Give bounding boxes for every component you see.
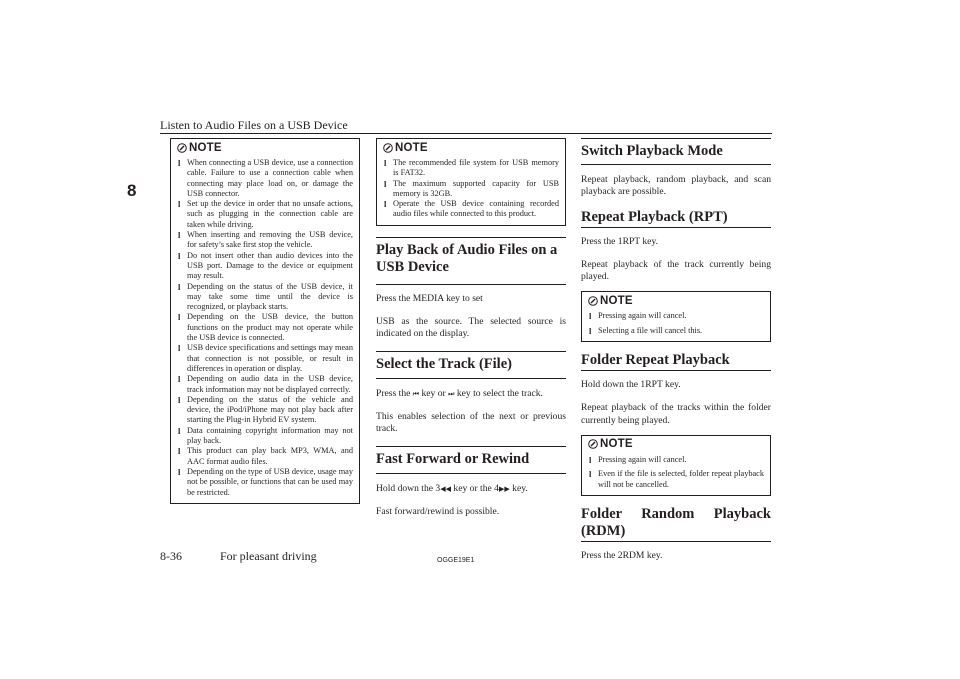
note-pencil-icon [177,143,187,153]
running-header: Listen to Audio Files on a USB Device [160,118,348,132]
note-item: l Operate the USB device containing recorded audio files while connected to this product. [384,199,559,219]
note-label: NOTE [395,141,428,154]
note-header [588,436,764,453]
rewind-icon: ◀◀ [440,484,452,493]
body-text: Repeat playback, random playback, and scan playback are possible. [581,174,771,198]
column-left [170,138,360,504]
note-box [581,291,771,342]
section-heading-select-track: Select the Track (File) [376,351,566,375]
previous-track-icon: ⏮ [412,389,420,398]
column-middle [376,138,566,518]
body-text: Repeat playback of the track currently being played. [581,258,771,283]
note-list [589,311,764,336]
note-box [170,138,360,504]
note-item: l Depending on the status of the vehicle and device, the iPod/iPhone may not play back after starting the Plug-in Hybrid EV system. [178,394,353,425]
body-text: Press the 1RPT key. [581,235,659,247]
note-pencil-icon [383,143,393,153]
note-pencil-icon [588,296,598,306]
note-item: l Depending on audio data in the USB device, track information may not be displayed correctly. [178,374,353,394]
note-item: l Pressing again will cancel. [589,311,687,322]
page-number: 8-36 [160,549,182,563]
note-label: NOTE [600,294,633,307]
note-item: l This product can play back MP3, WMA, and AAC format audio files. [178,446,353,466]
note-list [384,158,559,220]
note-item: l Depending on the USB device, the button functions on the product may not operate while the USB device is connected. [178,312,353,343]
body-text: Press the 2RDM key. [581,549,663,561]
note-item: l USB device specifications and settings may mean that connection is not possible, or result in differences in operation or display. [178,343,353,373]
header-rule [160,133,772,134]
body-text: This enables selection of the next or previous track. [376,410,566,435]
note-item: l Pressing again will cancel. [589,454,687,465]
note-item: l Set up the device in order that no unsafe actions, such as plugging in the connection cable are taken while driving. [178,199,353,229]
section-heading-play-back: Play Back of Audio Files on a USB Device [376,237,566,278]
note-box [376,138,566,226]
note-item: l Selecting a file will cancel this. [589,325,703,336]
note-header [383,139,559,156]
sub-heading-repeat: Repeat Playback (RPT) [581,209,771,228]
note-item: l When inserting and removing the USB device, for safety’s sake first stop the vehicle. [178,230,353,250]
column-right [581,138,771,562]
body-text: USB as the source. The selected source is indicated on the display. [376,316,566,340]
sub-heading-folder-random: Folder Random Playback (RDM) [581,505,771,539]
note-item: l Depending on the type of USB device, usage may not be possible, or functions that can be used may be restricted. [178,466,353,497]
note-label: NOTE [600,438,633,451]
note-item: l Do not insert other than audio devices into the USB port. Damage to the device or equipment may result. [178,250,353,281]
note-label: NOTE [189,141,222,154]
next-track-icon: ⏭ [448,389,455,398]
body-text: Hold down the 3◀◀ key or the 4▶▶ key. [376,482,528,494]
note-item: l The recommended file system for USB memory is FAT32. [384,158,559,178]
body-text: Press the MEDIA key to set [376,292,483,304]
section-heading-switch-mode: Switch Playback Mode [581,138,771,162]
chapter-tab: 8 [127,181,137,200]
sub-heading-folder-repeat: Folder Repeat Playback [581,352,771,371]
note-item: l When connecting a USB device, use a connection cable. Failure to use a connection cable when connecting may place load on, or damage the USB connector. [178,158,353,198]
note-item: l Even if the file is selected, folder repeat playback will not be cancelled. [589,469,764,489]
section-heading-fast-forward: Fast Forward or Rewind [376,446,566,470]
note-list [589,455,764,490]
note-item: l Data containing copyright information may not play back. [178,425,353,446]
body-text: Hold down the 1RPT key. [581,379,681,391]
note-header [588,292,764,309]
body-text: Press the ⏮ key or ⏭ key to select the track. [376,387,543,399]
body-text: Repeat playback of the tracks within the folder currently being played. [581,402,771,426]
note-header [177,139,353,156]
chapter-title: For pleasant driving [220,549,317,563]
note-box [581,435,771,496]
body-text: Fast forward/rewind is possible. [376,505,500,517]
note-item: l The maximum supported capacity for USB memory is 32GB. [384,178,559,198]
document-code: OGGE19E1 [437,557,475,564]
note-pencil-icon [588,439,598,449]
note-item: l Depending on the status of the USB device, it may take some time until the device is recognized, or playback starts. [178,281,353,312]
note-list [178,158,353,498]
fast-forward-icon: ▶▶ [498,484,510,493]
